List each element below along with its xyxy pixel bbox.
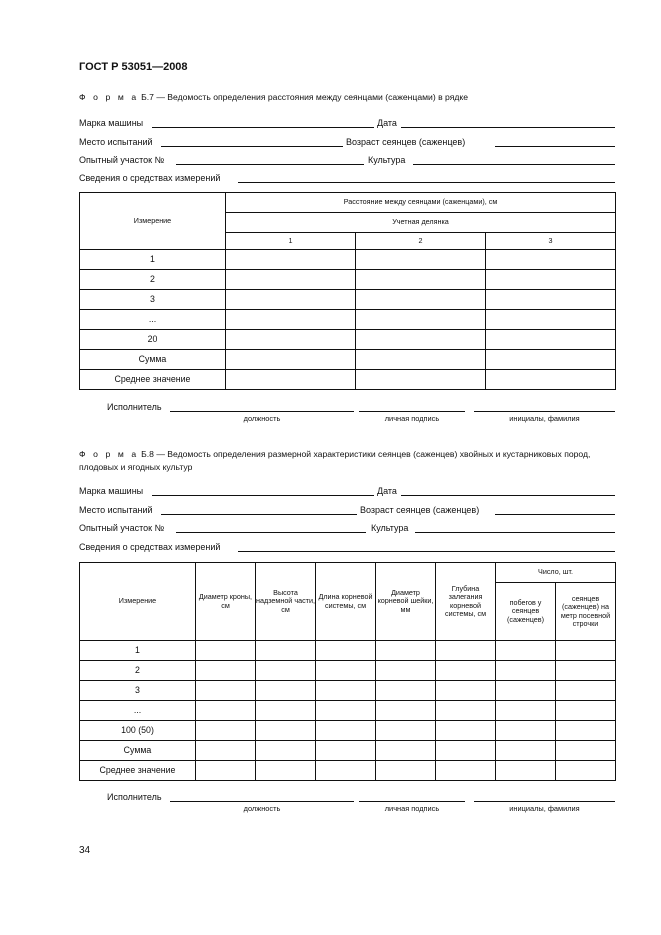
- b7-cell[interactable]: [486, 270, 616, 290]
- b8-row-label: 2: [80, 661, 196, 681]
- b7-cell[interactable]: [356, 330, 486, 350]
- table-row: [80, 290, 616, 310]
- b7-plot-3: 3: [486, 233, 616, 250]
- b7-cell[interactable]: [486, 290, 616, 310]
- b8-cell[interactable]: [376, 641, 436, 661]
- b7-age-label: Возраст сеянцев (саженцев): [346, 137, 466, 147]
- b7-cell[interactable]: [486, 310, 616, 330]
- b7-cell[interactable]: [226, 370, 356, 390]
- b8-sign-line[interactable]: [359, 801, 465, 802]
- b8-cell[interactable]: [196, 761, 256, 781]
- table-row: [80, 741, 616, 761]
- b7-cell[interactable]: [226, 270, 356, 290]
- b8-cell[interactable]: [376, 741, 436, 761]
- b8-row-label: 1: [80, 641, 196, 661]
- b7-place-field[interactable]: [161, 146, 343, 147]
- b8-age-label: Возраст сеянцев (саженцев): [360, 505, 480, 515]
- b8-cell[interactable]: [556, 661, 616, 681]
- b8-row-label: 3: [80, 681, 196, 701]
- b8-cell[interactable]: [196, 701, 256, 721]
- b8-cell[interactable]: [196, 661, 256, 681]
- form-b8-title: Б.8 — Ведомость определения размерной характеристики сеянцев (саженцев) хвойных и кустарниковых пород, плодовых и ягодных культур: [79, 449, 591, 472]
- b7-caption-initials: инициалы, фамилия: [509, 414, 580, 423]
- b8-caption-initials: инициалы, фамилия: [509, 804, 580, 813]
- b7-col-measure: Измерение: [80, 193, 226, 250]
- b8-place-label: Место испытаний: [79, 505, 153, 515]
- b7-caption-sign: личная подпись: [384, 414, 440, 423]
- b8-position-line[interactable]: [170, 801, 354, 802]
- b7-machine-field[interactable]: [152, 127, 374, 128]
- b8-cell[interactable]: [556, 641, 616, 661]
- b8-age-field[interactable]: [495, 514, 615, 515]
- b8-cell[interactable]: [496, 661, 556, 681]
- b7-row-label: 3: [80, 290, 226, 310]
- b8-cell[interactable]: [496, 701, 556, 721]
- b7-cell[interactable]: [356, 270, 486, 290]
- b8-cell[interactable]: [196, 681, 256, 701]
- table-row: [80, 721, 616, 741]
- b7-date-field[interactable]: [401, 127, 615, 128]
- b7-instruments-field[interactable]: [238, 182, 615, 183]
- b8-cell[interactable]: [316, 641, 376, 661]
- table-row: [80, 350, 616, 370]
- table-row: [80, 761, 616, 781]
- b8-cell[interactable]: [256, 741, 316, 761]
- b7-cell[interactable]: [356, 290, 486, 310]
- b8-col-height: Высота надземной части, см: [256, 563, 316, 641]
- b8-cell[interactable]: [316, 701, 376, 721]
- b8-date-label: Дата: [377, 486, 397, 496]
- b8-instruments-label: Сведения о средствах измерений: [79, 542, 221, 552]
- b8-cell[interactable]: [256, 661, 316, 681]
- b8-cell[interactable]: [556, 741, 616, 761]
- b8-cell[interactable]: [376, 681, 436, 701]
- b8-row-label: Сумма: [80, 741, 196, 761]
- b8-col-measure: Измерение: [80, 563, 196, 641]
- b7-cell[interactable]: [356, 350, 486, 370]
- b8-count-group: Число, шт.: [496, 563, 616, 583]
- form-b7-title-block: [79, 91, 619, 104]
- b8-row-label: Среднее значение: [80, 761, 196, 781]
- b7-plot-label: Опытный участок №: [79, 155, 165, 165]
- b8-cell[interactable]: [436, 641, 496, 661]
- b7-caption-position: должность: [243, 414, 281, 423]
- table-row: [80, 701, 616, 721]
- b8-cell[interactable]: [556, 721, 616, 741]
- b7-row-label: Среднее значение: [80, 370, 226, 390]
- b8-col-root-length: Длина корневой системы, см: [316, 563, 376, 641]
- b7-table: [79, 192, 616, 390]
- b7-culture-field[interactable]: [413, 164, 615, 165]
- b8-instruments-field[interactable]: [238, 551, 615, 552]
- b7-signature-label: Исполнитель: [107, 402, 162, 412]
- b8-cell[interactable]: [316, 741, 376, 761]
- b8-cell[interactable]: [316, 661, 376, 681]
- form-b8-title-block: [79, 448, 619, 474]
- b7-cell[interactable]: [356, 370, 486, 390]
- b7-date-label: Дата: [377, 118, 397, 128]
- b7-sign-line[interactable]: [359, 411, 465, 412]
- form-b7-title: Б.7 — Ведомость определения расстояния между сеянцами (саженцами) в рядке: [141, 92, 469, 102]
- b7-cell[interactable]: [226, 250, 356, 270]
- b8-signature-label: Исполнитель: [107, 792, 162, 802]
- table-row: [80, 310, 616, 330]
- b8-culture-field[interactable]: [415, 532, 615, 533]
- b8-col-collar-diameter: Диаметр корневой шейки, мм: [376, 563, 436, 641]
- b8-col-root-depth: Глубина залегания корневой системы, см: [436, 563, 496, 641]
- b8-cell[interactable]: [316, 761, 376, 781]
- form-b8-word: Ф о р м а: [79, 449, 139, 459]
- b7-cell[interactable]: [226, 350, 356, 370]
- b8-cell[interactable]: [196, 641, 256, 661]
- b8-cell[interactable]: [436, 661, 496, 681]
- b8-row-label: ...: [80, 701, 196, 721]
- b8-machine-label: Марка машины: [79, 486, 144, 496]
- document-code: ГОСТ Р 53051—2008: [79, 61, 188, 73]
- b7-plot-1: 1: [226, 233, 356, 250]
- b7-row-label: 1: [80, 250, 226, 270]
- b8-cell[interactable]: [256, 701, 316, 721]
- table-row: [80, 250, 616, 270]
- b7-initials-line[interactable]: [474, 411, 615, 412]
- b8-cell[interactable]: [256, 681, 316, 701]
- b8-machine-field[interactable]: [152, 495, 374, 496]
- b7-age-field[interactable]: [495, 146, 615, 147]
- b8-cell[interactable]: [436, 741, 496, 761]
- b7-cell[interactable]: [356, 250, 486, 270]
- b8-cell[interactable]: [556, 681, 616, 701]
- b7-cell[interactable]: [486, 250, 616, 270]
- b8-plot-label: Опытный участок №: [79, 523, 165, 533]
- b7-instruments-label: Сведения о средствах измерений: [79, 173, 221, 183]
- table-row: [80, 370, 616, 390]
- b8-cell[interactable]: [376, 661, 436, 681]
- table-row: [80, 270, 616, 290]
- b8-cell[interactable]: [496, 641, 556, 661]
- b7-cell[interactable]: [486, 370, 616, 390]
- b7-machine-label: Марка машины: [79, 118, 144, 128]
- b7-row-label: Сумма: [80, 350, 226, 370]
- b7-plot-2: 2: [356, 233, 486, 250]
- b8-col-shoots: побегов у сеянцев (саженцев): [496, 583, 556, 641]
- b8-cell[interactable]: [496, 741, 556, 761]
- b7-cell[interactable]: [226, 290, 356, 310]
- b7-plot-field[interactable]: [176, 164, 364, 165]
- b7-row-label: 20: [80, 330, 226, 350]
- b8-col-crown: Диаметр кроны, см: [196, 563, 256, 641]
- b7-cell[interactable]: [486, 330, 616, 350]
- b8-cell[interactable]: [376, 721, 436, 741]
- table-row: [80, 330, 616, 350]
- table-row: [80, 681, 616, 701]
- b8-cell[interactable]: [496, 721, 556, 741]
- b7-cell[interactable]: [226, 310, 356, 330]
- b8-cell[interactable]: [556, 761, 616, 781]
- b8-cell[interactable]: [256, 761, 316, 781]
- b8-cell[interactable]: [316, 681, 376, 701]
- b8-culture-label: Культура: [371, 523, 409, 533]
- b7-place-label: Место испытаний: [79, 137, 153, 147]
- b8-cell[interactable]: [436, 761, 496, 781]
- b8-initials-line[interactable]: [474, 801, 615, 802]
- page-number: 34: [79, 845, 91, 856]
- b8-col-per-meter: сеянцев (саженцев) на метр посевной строчки: [556, 583, 616, 641]
- b8-cell[interactable]: [496, 681, 556, 701]
- b7-cell[interactable]: [226, 330, 356, 350]
- b8-cell[interactable]: [556, 701, 616, 721]
- b8-row-label: 100 (50): [80, 721, 196, 741]
- b8-cell[interactable]: [196, 741, 256, 761]
- b8-cell[interactable]: [316, 721, 376, 741]
- b7-cell[interactable]: [486, 350, 616, 370]
- b8-cell[interactable]: [256, 721, 316, 741]
- b7-sub-header: Учетная делянка: [226, 213, 616, 233]
- b8-cell[interactable]: [496, 761, 556, 781]
- b8-cell[interactable]: [376, 761, 436, 781]
- b7-group-header: Расстояние между сеянцами (саженцами), см: [226, 193, 616, 213]
- table-row: [80, 641, 616, 661]
- b8-plot-field[interactable]: [176, 532, 366, 533]
- b8-caption-position: должность: [243, 804, 281, 813]
- b8-caption-sign: личная подпись: [384, 804, 440, 813]
- b8-cell[interactable]: [196, 721, 256, 741]
- b8-place-field[interactable]: [161, 514, 357, 515]
- b8-cell[interactable]: [256, 641, 316, 661]
- b7-cell[interactable]: [356, 310, 486, 330]
- b7-position-line[interactable]: [170, 411, 354, 412]
- form-b7-word: Ф о р м а: [79, 92, 139, 102]
- b7-culture-label: Культура: [368, 155, 406, 165]
- b7-row-label: 2: [80, 270, 226, 290]
- table-row: [80, 661, 616, 681]
- b7-row-label: ...: [80, 310, 226, 330]
- b8-cell[interactable]: [376, 701, 436, 721]
- b8-cell[interactable]: [436, 701, 496, 721]
- b8-cell[interactable]: [436, 681, 496, 701]
- b8-table: [79, 562, 616, 781]
- b8-cell[interactable]: [436, 721, 496, 741]
- b8-date-field[interactable]: [401, 495, 615, 496]
